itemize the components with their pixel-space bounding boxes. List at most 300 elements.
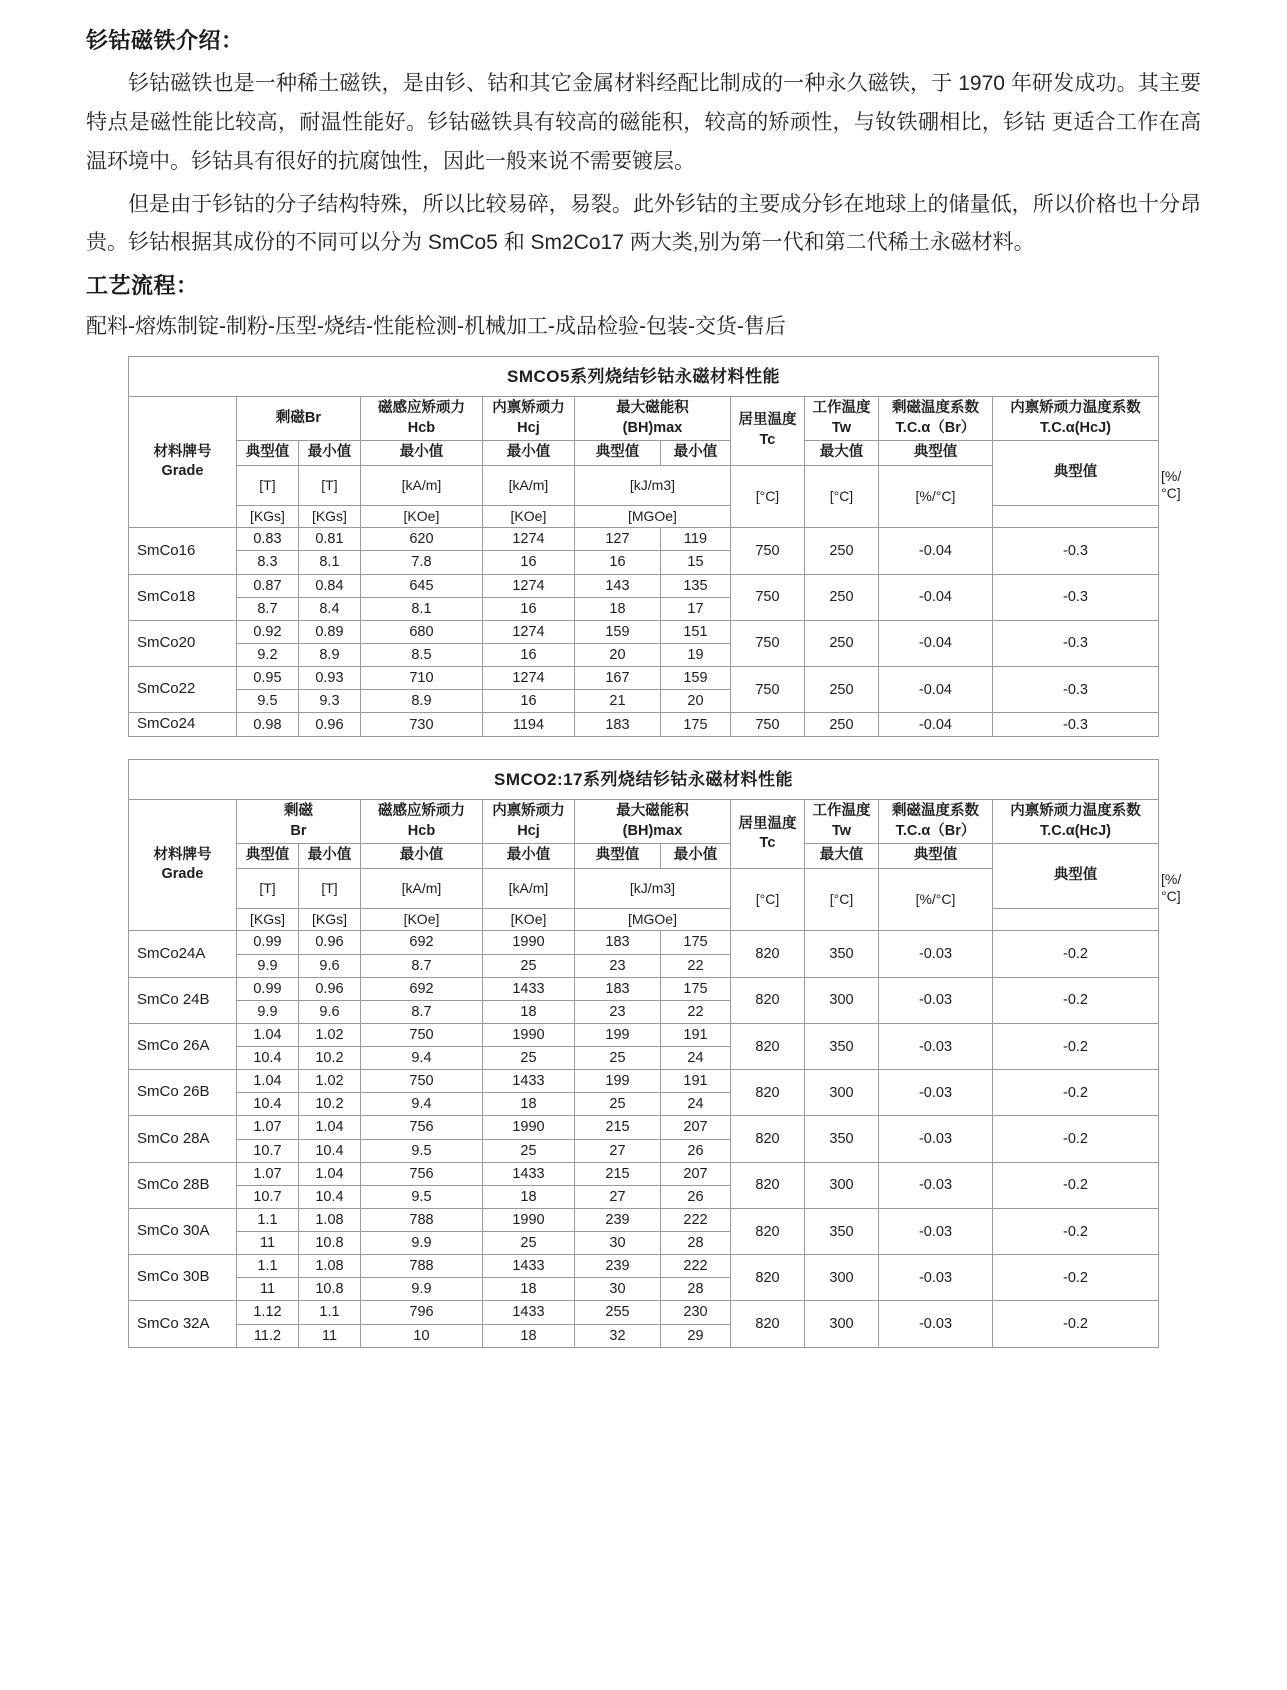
table-row (128, 1070, 1158, 1093)
smco217-performance-table (128, 759, 1182, 1348)
cell-tc-hcj: -0.2 (992, 1255, 1158, 1301)
cell-tc-br: -0.04 (878, 713, 992, 737)
cell-tc: 820 (730, 1162, 804, 1208)
cell-bh-min-cgs: 26 (660, 1139, 730, 1162)
cell-tc: 750 (730, 620, 804, 666)
unit-tw: [°C] (804, 868, 878, 931)
cell-tc-br: -0.04 (878, 574, 992, 620)
cell-tc-br: -0.03 (878, 1023, 992, 1069)
cell-tw: 300 (804, 1162, 878, 1208)
header-bhmax: 最大磁能积 (BH)max (574, 800, 730, 844)
subheader-hcj-min: 最小值 (482, 844, 574, 869)
cell-hcb: 620 (360, 528, 482, 551)
cell-hcj-cgs: 16 (482, 551, 574, 574)
cell-hcb-cgs: 8.1 (360, 597, 482, 620)
unit-br-min-si: [T] (298, 465, 360, 505)
cell-bh-min: 207 (660, 1116, 730, 1139)
header-row-main (128, 397, 1158, 441)
cell-br-min: 0.84 (298, 574, 360, 597)
unit-bh-si: [kJ/m3] (574, 868, 730, 908)
unit-tc: [°C] (730, 868, 804, 931)
header-hcb: 磁感应矫顽力 Hcb (360, 800, 482, 844)
subheader-bh-min: 最小值 (660, 441, 730, 466)
cell-hcb: 710 (360, 667, 482, 690)
cell-br-min-cgs: 10.4 (298, 1139, 360, 1162)
process-heading: 工艺流程： (86, 273, 199, 299)
cell-hcj: 1990 (482, 931, 574, 954)
cell-bh-min: 119 (660, 528, 730, 551)
table-row (128, 931, 1158, 954)
cell-bh-min: 222 (660, 1208, 730, 1231)
cell-tw: 300 (804, 1070, 878, 1116)
cell-tc: 820 (730, 1255, 804, 1301)
cell-tc-hcj: -0.2 (992, 1116, 1158, 1162)
cell-bh-typ: 255 (574, 1301, 660, 1324)
unit-br-min-si: [T] (298, 868, 360, 908)
cell-hcb-cgs: 9.5 (360, 1185, 482, 1208)
cell-br-typ-cgs: 11 (236, 1278, 298, 1301)
subheader-br-min: 最小值 (298, 844, 360, 869)
subheader-br-typ: 典型值 (236, 441, 298, 466)
cell-bh-min-cgs: 22 (660, 1000, 730, 1023)
cell-tc-hcj: -0.2 (992, 931, 1158, 977)
cell-hcj-cgs: 16 (482, 597, 574, 620)
cell-bh-min: 175 (660, 977, 730, 1000)
cell-hcb: 750 (360, 1023, 482, 1046)
cell-tc-hcj: -0.2 (992, 977, 1158, 1023)
cell-br-min: 0.96 (298, 931, 360, 954)
table-row (128, 620, 1158, 643)
cell-br-min-cgs: 8.4 (298, 597, 360, 620)
header-grade: 材料牌号 Grade (128, 397, 236, 528)
cell-bh-min: 191 (660, 1023, 730, 1046)
cell-hcb-cgs: 7.8 (360, 551, 482, 574)
cell-br-min: 1.04 (298, 1162, 360, 1185)
cell-hcj: 1274 (482, 620, 574, 643)
cell-bh-min: 207 (660, 1162, 730, 1185)
cell-tc: 750 (730, 574, 804, 620)
table-row (128, 1023, 1158, 1046)
cell-br-min-cgs: 10.2 (298, 1093, 360, 1116)
unit-bh-si: [kJ/m3] (574, 465, 730, 505)
cell-br-min: 1.02 (298, 1023, 360, 1046)
cell-bh-typ: 183 (574, 977, 660, 1000)
cell-grade: SmCo 28B (128, 1162, 236, 1208)
cell-br-min: 0.81 (298, 528, 360, 551)
table-row (128, 667, 1158, 690)
subheader-br-typ: 典型值 (236, 844, 298, 869)
cell-tc: 750 (730, 713, 804, 737)
cell-hcj-cgs: 18 (482, 1000, 574, 1023)
subheader-tw-max: 最大值 (804, 441, 878, 466)
cell-tc: 820 (730, 1301, 804, 1347)
cell-grade: SmCo20 (128, 620, 236, 666)
table-row (128, 1301, 1158, 1324)
cell-bh-typ: 167 (574, 667, 660, 690)
cell-bh-typ: 143 (574, 574, 660, 597)
cell-hcb: 796 (360, 1301, 482, 1324)
cell-bh-typ-cgs: 30 (574, 1232, 660, 1255)
header-row-sub (128, 441, 1158, 466)
cell-bh-min: 175 (660, 713, 730, 737)
cell-grade: SmCo24 (128, 713, 236, 737)
header-tw: 工作温度 Tw (804, 800, 878, 844)
units-row-si: [T] [T] [kA/m] [kA/m] [kJ/m3] [°C] [°C] [%/°C] [%/°C] (128, 868, 1158, 908)
cell-bh-typ: 183 (574, 931, 660, 954)
cell-tw: 250 (804, 574, 878, 620)
subheader-tw-max: 最大值 (804, 844, 878, 869)
header-tc-br: 剩磁温度系数 T.C.α（Br） (878, 397, 992, 441)
unit-tcbr: [%/°C] (878, 465, 992, 528)
cell-bh-typ-cgs: 25 (574, 1093, 660, 1116)
subheader-hcj-min: 最小值 (482, 441, 574, 466)
table-row (128, 713, 1158, 737)
cell-tc-hcj: -0.3 (992, 713, 1158, 737)
cell-bh-min-cgs: 22 (660, 954, 730, 977)
units-row-si: [T] [T] [kA/m] [kA/m] [kJ/m3] [°C] [°C] [%/°C] [%/°C] (128, 465, 1158, 505)
cell-br-typ-cgs: 9.5 (236, 690, 298, 713)
unit-tw: [°C] (804, 465, 878, 528)
cell-hcb: 750 (360, 1070, 482, 1093)
cell-bh-typ-cgs: 27 (574, 1139, 660, 1162)
header-row-main (128, 800, 1158, 844)
cell-hcj-cgs: 25 (482, 1047, 574, 1070)
cell-br-min-cgs: 9.6 (298, 1000, 360, 1023)
unit-tchcj-blank (992, 908, 1158, 931)
cell-bh-typ: 159 (574, 620, 660, 643)
cell-bh-min-cgs: 19 (660, 643, 730, 666)
header-tc-br: 剩磁温度系数 T.C.α（Br） (878, 800, 992, 844)
cell-grade: SmCo24A (128, 931, 236, 977)
cell-br-min-cgs: 8.9 (298, 643, 360, 666)
cell-hcb-cgs: 8.9 (360, 690, 482, 713)
subheader-bh-min: 最小值 (660, 844, 730, 869)
cell-bh-min-cgs: 20 (660, 690, 730, 713)
units-row-cgs (128, 505, 1158, 528)
unit-bh-cgs: [MGOe] (574, 908, 730, 931)
cell-tw: 350 (804, 1116, 878, 1162)
cell-bh-typ-cgs: 23 (574, 954, 660, 977)
cell-br-typ-cgs: 10.4 (236, 1047, 298, 1070)
header-br: 剩磁 Br (236, 800, 360, 844)
cell-tc-br: -0.03 (878, 1116, 992, 1162)
cell-bh-min: 175 (660, 931, 730, 954)
cell-bh-min-cgs: 15 (660, 551, 730, 574)
intro-heading: 钐钴磁铁介绍： (86, 28, 244, 53)
header-hcb: 磁感应矫顽力 Hcb (360, 397, 482, 441)
cell-hcb-cgs: 10 (360, 1324, 482, 1347)
unit-br-typ-si: [T] (236, 868, 298, 908)
cell-bh-min: 191 (660, 1070, 730, 1093)
cell-br-typ-cgs: 10.7 (236, 1185, 298, 1208)
cell-tc-br: -0.04 (878, 528, 992, 574)
cell-tc-br: -0.04 (878, 667, 992, 713)
cell-hcb: 692 (360, 931, 482, 954)
cell-tc-br: -0.03 (878, 1301, 992, 1347)
table-title-row (128, 356, 1158, 396)
cell-bh-typ-cgs: 27 (574, 1185, 660, 1208)
cell-bh-min: 151 (660, 620, 730, 643)
cell-tc-br: -0.04 (878, 620, 992, 666)
cell-br-typ-cgs: 10.7 (236, 1139, 298, 1162)
cell-br-typ-cgs: 11 (236, 1232, 298, 1255)
unit-hcj-cgs: [KOe] (482, 505, 574, 528)
unit-hcb-si: [kA/m] (360, 868, 482, 908)
table-row (128, 977, 1158, 1000)
unit-br-typ-si: [T] (236, 465, 298, 505)
cell-br-typ: 1.04 (236, 1023, 298, 1046)
cell-hcb-cgs: 8.7 (360, 954, 482, 977)
cell-br-min-cgs: 9.3 (298, 690, 360, 713)
cell-hcj: 1990 (482, 1023, 574, 1046)
cell-br-min-cgs: 11 (298, 1324, 360, 1347)
cell-grade: SmCo18 (128, 574, 236, 620)
cell-hcj-cgs: 18 (482, 1093, 574, 1116)
cell-hcj-cgs: 25 (482, 1232, 574, 1255)
cell-hcj: 1433 (482, 1255, 574, 1278)
cell-hcj: 1990 (482, 1116, 574, 1139)
cell-bh-typ: 215 (574, 1162, 660, 1185)
unit-br-min-cgs: [KGs] (298, 908, 360, 931)
cell-tc-hcj: -0.2 (992, 1208, 1158, 1254)
table-row (128, 1162, 1158, 1185)
subheader-bh-typ: 典型值 (574, 844, 660, 869)
smco5-performance-table (128, 356, 1182, 737)
cell-tc-br: -0.03 (878, 931, 992, 977)
table-title: SMCO5系列烧结钐钴永磁材料性能 (128, 356, 1158, 396)
subheader-bh-typ: 典型值 (574, 441, 660, 466)
cell-hcb: 788 (360, 1208, 482, 1231)
cell-grade: SmCo 30B (128, 1255, 236, 1301)
cell-tc-hcj: -0.3 (992, 667, 1158, 713)
header-tc: 居里温度 Tc (730, 397, 804, 466)
cell-tw: 250 (804, 667, 878, 713)
cell-tc-hcj: -0.3 (992, 574, 1158, 620)
cell-hcj-cgs: 18 (482, 1185, 574, 1208)
cell-br-min: 0.96 (298, 713, 360, 737)
header-hcj: 内禀矫顽力 Hcj (482, 800, 574, 844)
cell-br-typ-cgs: 8.7 (236, 597, 298, 620)
cell-hcj: 1433 (482, 1301, 574, 1324)
cell-bh-min-cgs: 28 (660, 1278, 730, 1301)
process-flow-text: 配料-熔炼制锭-制粉-压型-烧结-性能检测-机械加工-成品检验-包装-交货-售后 (86, 315, 786, 339)
cell-hcj: 1194 (482, 713, 574, 737)
header-tc-hcj: 内禀矫顽力温度系数 T.C.α(HcJ) (992, 397, 1158, 441)
cell-br-typ: 1.04 (236, 1070, 298, 1093)
cell-tc-hcj: -0.2 (992, 1023, 1158, 1069)
cell-hcb: 730 (360, 713, 482, 737)
cell-tc-hcj: -0.2 (992, 1301, 1158, 1347)
cell-bh-min-cgs: 26 (660, 1185, 730, 1208)
cell-br-min: 1.02 (298, 1070, 360, 1093)
cell-bh-min-cgs: 29 (660, 1324, 730, 1347)
cell-bh-min: 230 (660, 1301, 730, 1324)
cell-bh-typ: 215 (574, 1116, 660, 1139)
cell-tc-br: -0.03 (878, 977, 992, 1023)
cell-tw: 250 (804, 713, 878, 737)
cell-tc: 750 (730, 528, 804, 574)
cell-br-min-cgs: 10.8 (298, 1232, 360, 1255)
cell-br-min-cgs: 8.1 (298, 551, 360, 574)
cell-tc: 750 (730, 667, 804, 713)
unit-tc: [°C] (730, 465, 804, 528)
cell-bh-min: 159 (660, 667, 730, 690)
cell-bh-typ-cgs: 18 (574, 597, 660, 620)
cell-bh-min-cgs: 24 (660, 1047, 730, 1070)
cell-br-typ: 0.99 (236, 931, 298, 954)
cell-hcj: 1433 (482, 1162, 574, 1185)
cell-hcj: 1274 (482, 667, 574, 690)
unit-bh-cgs: [MGOe] (574, 505, 730, 528)
cell-hcb-cgs: 9.9 (360, 1232, 482, 1255)
cell-grade: SmCo22 (128, 667, 236, 713)
cell-tc-hcj: -0.3 (992, 620, 1158, 666)
cell-br-min: 0.89 (298, 620, 360, 643)
cell-br-typ-cgs: 10.4 (236, 1093, 298, 1116)
cell-hcb-cgs: 8.5 (360, 643, 482, 666)
cell-br-min: 0.96 (298, 977, 360, 1000)
cell-br-min: 1.04 (298, 1116, 360, 1139)
cell-tw: 300 (804, 977, 878, 1023)
header-tc-hcj: 内禀矫顽力温度系数 T.C.α(HcJ) (992, 800, 1158, 844)
cell-bh-typ-cgs: 16 (574, 551, 660, 574)
cell-br-typ-cgs: 11.2 (236, 1324, 298, 1347)
cell-hcb: 756 (360, 1116, 482, 1139)
table-title-row (128, 760, 1158, 800)
unit-hcj-cgs: [KOe] (482, 908, 574, 931)
cell-br-min: 0.93 (298, 667, 360, 690)
table-row (128, 1208, 1158, 1231)
cell-hcb-cgs: 9.4 (360, 1093, 482, 1116)
cell-br-min: 1.1 (298, 1301, 360, 1324)
header-grade: 材料牌号 Grade (128, 800, 236, 931)
cell-tc: 820 (730, 1208, 804, 1254)
subheader-br-min: 最小值 (298, 441, 360, 466)
cell-tc-br: -0.03 (878, 1208, 992, 1254)
cell-hcj-cgs: 25 (482, 1139, 574, 1162)
units-row-cgs (128, 908, 1158, 931)
cell-grade: SmCo 26B (128, 1070, 236, 1116)
table-row (128, 1255, 1158, 1278)
cell-hcj-cgs: 16 (482, 690, 574, 713)
header-br: 剩磁Br (236, 397, 360, 441)
cell-hcb: 645 (360, 574, 482, 597)
cell-hcb: 680 (360, 620, 482, 643)
cell-br-min-cgs: 10.4 (298, 1185, 360, 1208)
cell-br-min-cgs: 10.2 (298, 1047, 360, 1070)
table-row (128, 1116, 1158, 1139)
cell-tw: 300 (804, 1301, 878, 1347)
cell-tw: 350 (804, 1023, 878, 1069)
cell-hcj-cgs: 18 (482, 1278, 574, 1301)
cell-bh-typ-cgs: 20 (574, 643, 660, 666)
intro-paragraph-1: 钐钴磁铁也是一种稀土磁铁，是由钐、钴和其它金属材料经配比制成的一种永久磁铁，于 1970 年研发成功。其主要特点是磁性能比较高，耐温性能好。钐钴磁铁具有较高的磁能积，较高的矫顽性，与钕铁硼相比，钐钴 更适合工作在高温环境中。钐钴具有很好的抗腐蚀性，因此一般来说不需要镀层。 (86, 72, 1201, 173)
cell-hcb-cgs: 9.5 (360, 1139, 482, 1162)
cell-tw: 250 (804, 528, 878, 574)
cell-tc: 820 (730, 931, 804, 977)
cell-tc-hcj: -0.3 (992, 528, 1158, 574)
cell-br-min: 1.08 (298, 1255, 360, 1278)
cell-hcb: 692 (360, 977, 482, 1000)
cell-tc-br: -0.03 (878, 1070, 992, 1116)
cell-grade: SmCo 26A (128, 1023, 236, 1069)
cell-br-typ-cgs: 9.9 (236, 954, 298, 977)
table-title: SMCO2:17系列烧结钐钴永磁材料性能 (128, 760, 1158, 800)
cell-br-typ: 1.07 (236, 1162, 298, 1185)
cell-br-typ: 1.1 (236, 1255, 298, 1278)
subheader-hcb-min: 最小值 (360, 441, 482, 466)
header-row-sub (128, 844, 1158, 869)
cell-bh-typ: 199 (574, 1023, 660, 1046)
cell-bh-min-cgs: 17 (660, 597, 730, 620)
cell-br-typ: 0.83 (236, 528, 298, 551)
cell-br-min-cgs: 10.8 (298, 1278, 360, 1301)
cell-tw: 350 (804, 931, 878, 977)
cell-bh-min-cgs: 28 (660, 1232, 730, 1255)
cell-br-typ: 0.99 (236, 977, 298, 1000)
cell-bh-typ-cgs: 32 (574, 1324, 660, 1347)
cell-bh-typ-cgs: 25 (574, 1047, 660, 1070)
cell-tw: 300 (804, 1255, 878, 1301)
cell-tw: 250 (804, 620, 878, 666)
cell-tc-br: -0.03 (878, 1162, 992, 1208)
cell-br-typ: 1.1 (236, 1208, 298, 1231)
table-row (128, 574, 1158, 597)
cell-tc: 820 (730, 1116, 804, 1162)
cell-bh-typ: 239 (574, 1255, 660, 1278)
unit-hcj-si: [kA/m] (482, 465, 574, 505)
cell-tc-hcj: -0.2 (992, 1162, 1158, 1208)
header-tc: 居里温度 Tc (730, 800, 804, 869)
unit-hcb-cgs: [KOe] (360, 505, 482, 528)
cell-hcj-cgs: 18 (482, 1324, 574, 1347)
cell-bh-min: 222 (660, 1255, 730, 1278)
cell-hcb-cgs: 9.4 (360, 1047, 482, 1070)
cell-grade: SmCo 28A (128, 1116, 236, 1162)
cell-br-min: 1.08 (298, 1208, 360, 1231)
cell-br-typ: 1.07 (236, 1116, 298, 1139)
cell-hcj: 1433 (482, 977, 574, 1000)
subheader-hcb-min: 最小值 (360, 844, 482, 869)
cell-br-typ: 0.87 (236, 574, 298, 597)
cell-br-typ: 0.95 (236, 667, 298, 690)
cell-hcj: 1990 (482, 1208, 574, 1231)
cell-bh-typ: 183 (574, 713, 660, 737)
cell-tc: 820 (730, 977, 804, 1023)
cell-br-typ: 0.92 (236, 620, 298, 643)
cell-br-typ-cgs: 8.3 (236, 551, 298, 574)
cell-hcj: 1274 (482, 528, 574, 551)
unit-hcj-si: [kA/m] (482, 868, 574, 908)
cell-hcj: 1274 (482, 574, 574, 597)
unit-hcb-si: [kA/m] (360, 465, 482, 505)
intro-paragraph-2: 但是由于钐钴的分子结构特殊，所以比较易碎，易裂。此外钐钴的主要成分钐在地球上的储量低，所以价格也十分昂贵。钐钴根据其成份的不同可以分为 SmCo5 和 Sm2Co17 两大类,别为第一代和第二代稀土永磁材料。 (86, 192, 1201, 255)
cell-bh-typ: 239 (574, 1208, 660, 1231)
cell-hcj-cgs: 25 (482, 954, 574, 977)
cell-tc-hcj: -0.2 (992, 1070, 1158, 1116)
cell-grade: SmCo 30A (128, 1208, 236, 1254)
cell-grade: SmCo 32A (128, 1301, 236, 1347)
cell-bh-typ-cgs: 30 (574, 1278, 660, 1301)
cell-br-typ: 0.98 (236, 713, 298, 737)
cell-grade: SmCo16 (128, 528, 236, 574)
cell-hcj-cgs: 16 (482, 643, 574, 666)
subheader-tcbr-typ: 典型值 (878, 441, 992, 466)
cell-hcj: 1433 (482, 1070, 574, 1093)
cell-bh-typ-cgs: 23 (574, 1000, 660, 1023)
cell-br-typ: 1.12 (236, 1301, 298, 1324)
subheader-tchcj-typ: 典型值 (992, 441, 1158, 506)
